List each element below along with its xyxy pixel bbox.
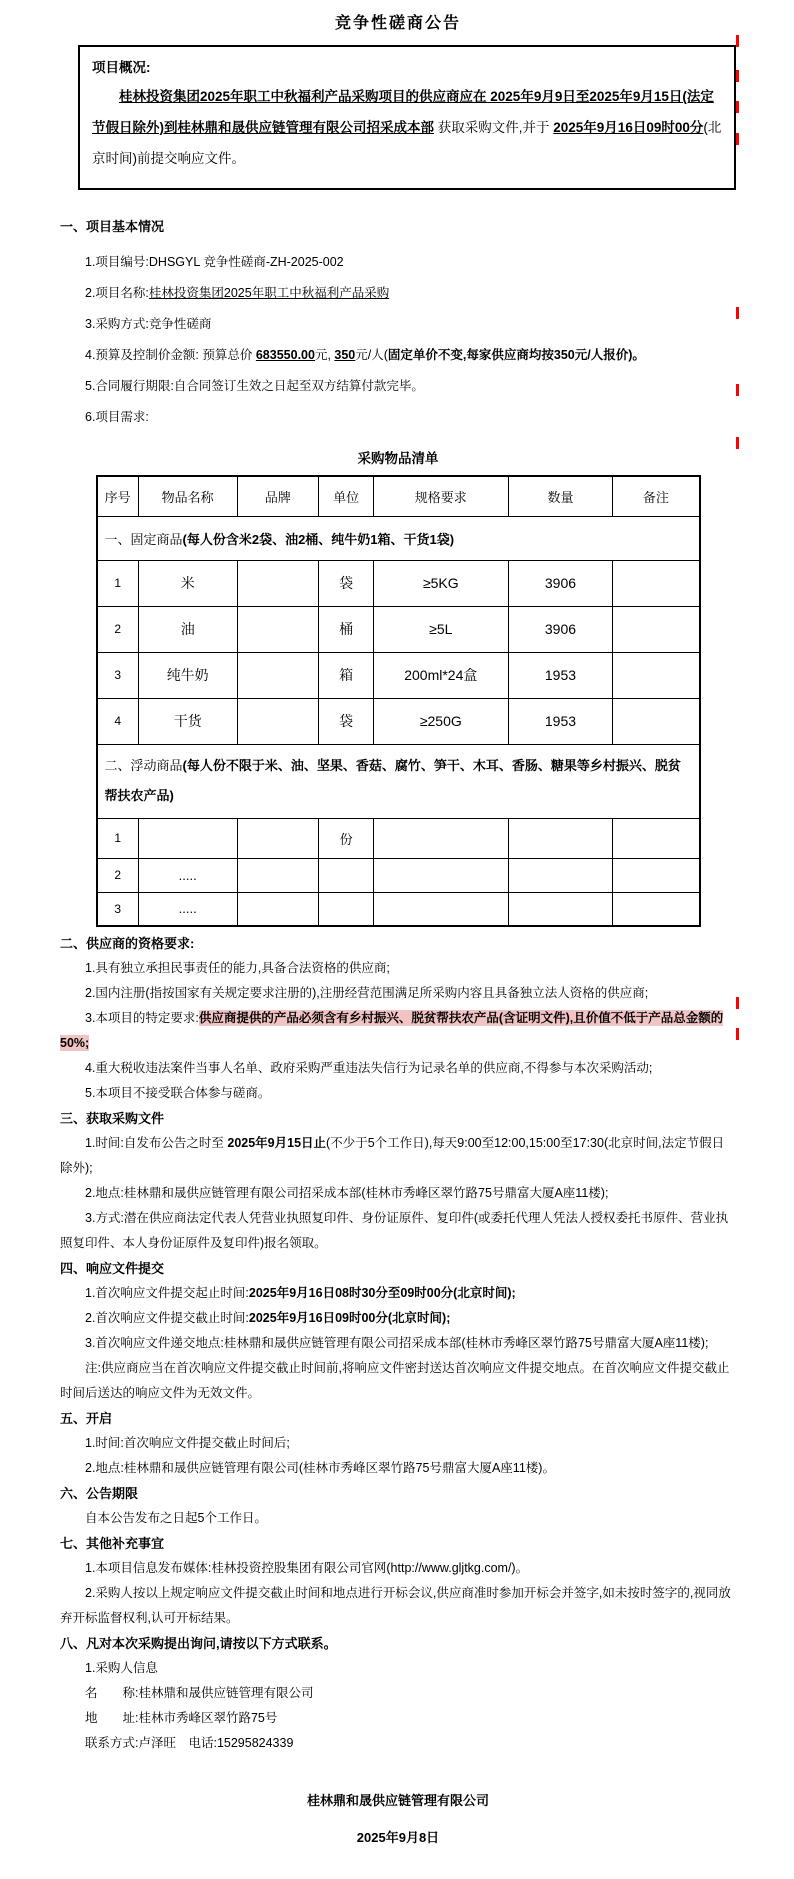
cell-index: 4 (97, 698, 139, 744)
obtain-docs-method-line: 3.方式:潜在供应商法定代表人凭营业执照复印件、身份证原件、复印件(或委托代理人凭法人授权委托书原件、营业执照复印件、本人身份证原件及复印件)报名领取。 (60, 1211, 729, 1250)
procurement-method-line: 3.采购方式:竞争性磋商 (85, 317, 212, 331)
cell-quantity (508, 858, 613, 892)
obtain-time-deadline: 2025年9月15日止 (227, 1136, 327, 1150)
cell-spec: ≥5L (373, 606, 508, 652)
project-number-value: DHSGYL 竞争性磋商-ZH-2025-002 (148, 255, 344, 269)
project-overview-box (78, 45, 736, 190)
cell-spec (373, 892, 508, 926)
cell-item-name: 干货 (138, 698, 237, 744)
cell-quantity: 1953 (508, 652, 613, 698)
cell-remark (613, 818, 700, 858)
overview-segment-2: 获取采购文件,并于 (434, 120, 554, 135)
cell-unit: 袋 (319, 698, 374, 744)
cell-brand (237, 652, 319, 698)
purchaser-contact-line: 联系方式:卢泽旺 电话:15295824339 (85, 1736, 294, 1750)
overview-segment-4: (北京时间)前提交响应文件。 (92, 120, 722, 166)
purchaser-name-line: 名 称:桂林鼎和晟供应链管理有限公司 (85, 1686, 314, 1700)
cell-brand (237, 892, 319, 926)
table-row (97, 652, 700, 698)
section5-heading: 五、开启 (60, 1411, 113, 1426)
revision-mark (736, 1028, 739, 1040)
cell-brand (237, 606, 319, 652)
budget-prefix: 4.预算及控制价金额: 预算总价 (85, 348, 256, 362)
budget-mid2: 元/人( (355, 348, 388, 362)
col-header-spec: 规格要求 (373, 476, 508, 516)
cell-item-name: 纯牛奶 (138, 652, 237, 698)
budget-unit-price: 350 (334, 348, 356, 362)
obtain-time-prefix: 1.时间:自发布公告之时至 (85, 1136, 228, 1150)
cell-item-name: 油 (138, 606, 237, 652)
announcement-period-line: 自本公告发布之日起5个工作日。 (85, 1511, 267, 1525)
col-header-remark: 备注 (613, 476, 700, 516)
qualification-item-5: 5.本项目不接受联合体参与磋商。 (85, 1086, 271, 1100)
overview-segment-3: 2025年9月16日09时00分 (553, 120, 704, 135)
floating-goods-label: 二、浮动商品 (104, 758, 183, 773)
cell-brand (237, 858, 319, 892)
obtain-time-suffix: (不少于5个工作日),每天9:00至12:00,15:00至17:30(北京时间,法定节假日除外); (60, 1136, 725, 1175)
qualification-item-1: 1.具有独立承担民事责任的能力,具备合法资格的供应商; (85, 961, 390, 975)
budget-mid1: 元, (314, 348, 335, 362)
revision-mark (736, 997, 739, 1009)
obtain-docs-place-line: 2.地点:桂林鼎和晟供应链管理有限公司招采成本部(桂林市秀峰区翠竹路75号鼎富大厦A座11楼); (85, 1186, 609, 1200)
table-row (97, 560, 700, 606)
cell-unit (319, 858, 374, 892)
cell-item-name (138, 818, 237, 858)
qualification-item-3 (60, 1006, 736, 1056)
cell-unit (319, 892, 374, 926)
response-deadline-time: 2025年9月16日09时00分(北京时间); (248, 1311, 451, 1325)
cell-remark (613, 892, 700, 926)
table-row (97, 606, 700, 652)
response-deadline-label: 2.首次响应文件提交截止时间: (85, 1311, 249, 1325)
cell-quantity (508, 818, 613, 858)
cell-remark (613, 858, 700, 892)
cell-remark (613, 606, 700, 652)
floating-goods-note: (每人份不限于米、油、坚果、香菇、腐竹、笋干、木耳、香肠、糖果等乡村振兴、脱贫帮扶农产品) (104, 758, 681, 803)
response-start-line (60, 1281, 736, 1306)
budget-line (60, 340, 736, 371)
overview-label: 项目概况: (92, 60, 151, 75)
cell-quantity (508, 892, 613, 926)
cell-item-name: ..... (138, 892, 237, 926)
table-row (97, 698, 700, 744)
document-footer (60, 1782, 736, 1856)
cell-spec (373, 818, 508, 858)
revision-mark (736, 101, 739, 113)
section7-heading: 七、其他补充事宜 (60, 1536, 165, 1551)
budget-note: 固定单价不变,每家供应商均按350元/人报价 (387, 348, 629, 362)
project-number-label: 1.项目编号: (85, 255, 149, 269)
section4-heading: 四、响应文件提交 (60, 1261, 165, 1276)
publish-media-line: 1.本项目信息发布媒体:桂林投资控股集团有限公司官网(http://www.gljtkg.com/)。 (85, 1561, 529, 1575)
response-start-time: 2025年9月16日08时30分至09时00分(北京时间); (248, 1286, 516, 1300)
budget-total-value: 683550.00 (255, 348, 315, 362)
opening-place-line: 2.地点:桂林鼎和晟供应链管理有限公司(桂林市秀峰区翠竹路75号鼎富大厦A座11楼)。 (85, 1461, 555, 1475)
cell-spec (373, 858, 508, 892)
qualification-item-4: 4.重大税收违法案件当事人名单、政府采购严重违法失信行为记录名单的供应商,不得参与本次采购活动; (85, 1061, 653, 1075)
revision-mark (736, 384, 739, 396)
purchaser-info-label: 1.采购人信息 (85, 1661, 158, 1675)
col-header-brand: 品牌 (237, 476, 319, 516)
col-header-quantity: 数量 (508, 476, 613, 516)
qualification-item-2: 2.国内注册(指按国家有关规定要求注册的),注册经营范围满足所采购内容且具备独立法人资格的供应商; (85, 986, 649, 1000)
revision-mark (736, 437, 739, 449)
revision-mark (736, 307, 739, 319)
cell-remark (613, 560, 700, 606)
cell-spec: ≥250G (373, 698, 508, 744)
table-section-fixed-goods (97, 516, 700, 560)
table-row (97, 818, 700, 858)
cell-remark (613, 652, 700, 698)
table-title: 采购物品清单 (357, 451, 439, 466)
table-section-floating-goods (97, 744, 700, 818)
contract-period-line: 5.合同履行期限:自合同签订生效之日起至双方结算付款完毕。 (85, 379, 424, 393)
cell-index: 1 (97, 818, 139, 858)
project-name-line (60, 278, 736, 309)
revision-mark (736, 133, 739, 145)
opening-time-line: 1.时间:首次响应文件提交截止时间后; (85, 1436, 290, 1450)
cell-index: 2 (97, 606, 139, 652)
revision-mark (736, 70, 739, 82)
response-start-label: 1.首次响应文件提交起止时间: (85, 1286, 249, 1300)
footer-date: 2025年9月8日 (356, 1830, 440, 1845)
section8-heading: 八、凡对本次采购提出询问,请按以下方式联系。 (60, 1636, 337, 1651)
cell-unit: 箱 (319, 652, 374, 698)
fixed-goods-note: (每人份含米2袋、油2桶、纯牛奶1箱、干货1袋) (182, 531, 455, 547)
page-title: 竞争性磋商公告 (334, 15, 461, 32)
cell-item-name: 米 (138, 560, 237, 606)
cell-quantity: 3906 (508, 560, 613, 606)
cell-brand (237, 560, 319, 606)
cell-quantity: 1953 (508, 698, 613, 744)
overview-segment-1: 桂林投资集团2025年职工中秋福利产品采购项目的供应商应在 2025年9月9日至2025年9月15日(法定节假日除外)到桂林鼎和晟供应链管理有限公司招采成本部 (92, 89, 714, 135)
obtain-docs-time-line (60, 1131, 736, 1181)
cell-spec: 200ml*24盒 (373, 652, 508, 698)
cell-item-name: ..... (138, 858, 237, 892)
cell-quantity: 3906 (508, 606, 613, 652)
cell-brand (237, 698, 319, 744)
table-row (97, 858, 700, 892)
footer-company: 桂林鼎和晟供应链管理有限公司 (306, 1793, 489, 1808)
cell-remark (613, 698, 700, 744)
col-header-item-name: 物品名称 (138, 476, 237, 516)
special-requirement-label: 3.本项目的特定要求: (85, 1011, 199, 1025)
project-name-value: 桂林投资集团2025年职工中秋福利产品采购 (148, 286, 390, 300)
purchaser-address-line: 地 址:桂林市秀峰区翠竹路75号 (85, 1711, 278, 1725)
cell-index: 3 (97, 892, 139, 926)
opening-meeting-line: 2.采购人按以上规定响应文件提交截止时间和地点进行开标会议,供应商准时参加开标会并签字,如未按时签字的,视同放弃开标监督权利,认可开标结果。 (60, 1586, 731, 1625)
cell-unit: 桶 (319, 606, 374, 652)
project-number-line (60, 247, 736, 278)
cell-unit: 份 (319, 818, 374, 858)
cell-index: 2 (97, 858, 139, 892)
overview-paragraph (92, 81, 722, 174)
cell-spec: ≥5KG (373, 560, 508, 606)
cell-index: 3 (97, 652, 139, 698)
col-header-unit: 单位 (319, 476, 374, 516)
section2-heading: 二、供应商的资格要求: (60, 936, 195, 951)
table-row (97, 892, 700, 926)
response-place-line: 3.首次响应文件递交地点:桂林鼎和晟供应链管理有限公司招采成本部(桂林市秀峰区翠竹路75号鼎富大厦A座11楼); (85, 1336, 709, 1350)
section1-heading: 一、项目基本情况 (60, 219, 165, 234)
project-name-label: 2.项目名称: (85, 286, 149, 300)
col-header-index: 序号 (97, 476, 139, 516)
cell-unit: 袋 (319, 560, 374, 606)
special-requirement-highlight: 供应商提供的产品必须含有乡村振兴、脱贫帮扶农产品(含证明文件),且价值不低于产品总金额的50%; (60, 1011, 724, 1050)
section3-heading: 三、获取采购文件 (60, 1111, 165, 1126)
table-header-row (97, 476, 700, 516)
section6-heading: 六、公告期限 (60, 1486, 139, 1501)
budget-suffix: )。 (628, 348, 645, 362)
fixed-goods-label: 一、固定商品 (104, 531, 183, 547)
revision-mark (736, 35, 739, 47)
cell-brand (237, 818, 319, 858)
response-note: 注:供应商应当在首次响应文件提交截止时间前,将响应文件密封送达首次响应文件提交地点。在首次响应文件提交截止时间后送达的响应文件为无效文件。 (60, 1361, 730, 1400)
cell-index: 1 (97, 560, 139, 606)
response-deadline-line (60, 1306, 736, 1331)
project-demand-line: 6.项目需求: (85, 410, 149, 424)
procurement-items-table (96, 475, 701, 927)
